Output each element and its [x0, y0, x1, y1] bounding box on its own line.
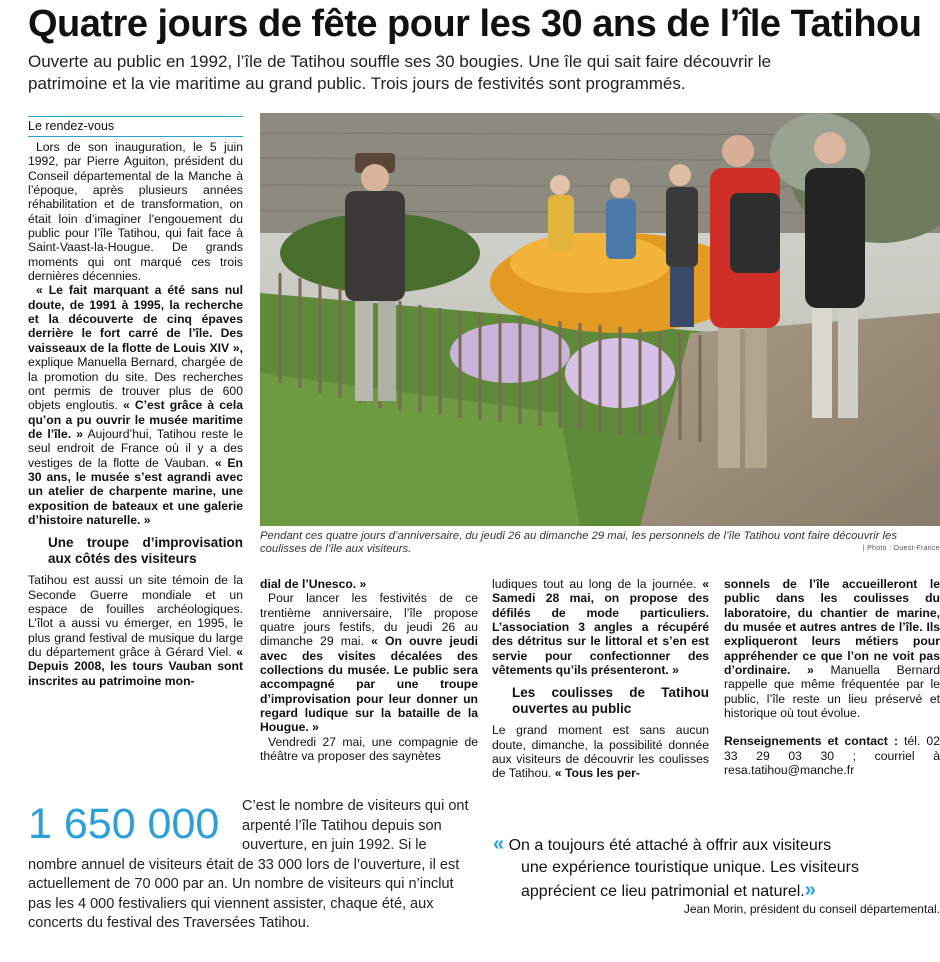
quote-open-mark: « — [493, 833, 505, 855]
quote-close-mark: » — [804, 879, 816, 901]
photo-credit: | Photo : Ouest-France — [862, 545, 940, 552]
chapo: Ouverte au public en 1992, l’île de Tatihou souffle ses 30 bougies. Une île qui sait faire découvrir le patrimoine et la vie maritime au grand public. Trois jours de festivités sont programmés. — [28, 52, 772, 93]
section-label: Le rendez-vous — [28, 116, 243, 137]
subhead-coulisses: Les coulisses de Tatihou ouvertes au public — [512, 685, 709, 717]
column-1 — [28, 140, 243, 688]
col4-paragraph-1: sonnels de l’île accueilleront le public dans les coulisses du laboratoire, du chantier de marine, du musée et autres antres de l’île. Ils expliqueront leurs métiers pour appréhender ce que l’on ne voit pas d’ordinaire. » Manuella Bernard rappelle que même fréquentée par le public, l’île reste un lieu préservé et historique où tout évolue. — [724, 577, 940, 721]
pull-quote — [493, 833, 940, 903]
col2-paragraph-1: dial de l’Unesco. » — [260, 577, 367, 591]
quote-line-1: On a toujours été attaché à offrir aux visiteurs — [508, 837, 832, 854]
col3-paragraph-2: Le grand moment est sans aucun doute, dimanche, la possibilité donnée aux visiteurs de découvrir les coulisses de Tatihou. « Tous les per- — [492, 723, 709, 781]
article-photo — [260, 113, 940, 526]
column-3 — [492, 577, 709, 781]
col3-paragraph-1: ludiques tout au long de la journée. « Samedi 28 mai, on propose des défilés de mode particuliers. L’association 3 angles a récupéré des détritus sur le littoral et s’en est servie pour confectionner des vêtements qu’ils présenteront. » — [492, 577, 709, 678]
visitor-count-text: C’est le nombre de visiteurs qui ont arpenté l’île Tatihou depuis son ouverture, en juin 1992. Si le nombre annuel de visiteurs était de 33 000 lors de l’ouverture, il est actuellement de 70 000 par an. Un nombre de visiteurs qui n’inclut pas les 4 000 festivaliers qui viennent assister, chaque été, aux concerts du festival des Traversées Tatihou. — [28, 798, 469, 931]
photo-caption: Pendant ces quatre jours d’anniversaire, du jeudi 26 au dimanche 29 mai, les personnels de l’île Tatihou vont faire découvrir les coulisses de l’île aux visiteurs. — [260, 530, 897, 555]
quote-line-3: apprécient ce lieu patrimonial et naturel. — [521, 883, 805, 900]
visitor-count-number: 1 650 000 — [28, 800, 220, 848]
col2-paragraph-3: Vendredi 27 mai, une compagnie de théâtre va proposer des saynètes — [260, 734, 478, 764]
column-4 — [724, 577, 940, 777]
col1-paragraph-2: « Le fait marquant a été sans nul doute, de 1991 à 1995, la recherche et la découverte de cinq épaves derrière le fort carré de l’île. Des vaisseaux de la flotte de Louis XIV », explique Manuella Bernard, chargée de la promotion du site. Des recherches ont permis de trouver plus de 600 objets engloutis. « C’est grâce à cela qu’on a pu ouvrir le musée maritime de l’île. » Aujourd’hui, Tatihou reste le seul endroit de France où il y a des vestiges de la flotte de Vauban. « En 30 ans, le musée s’est agrandi avec un atelier de charpente marine, une exposition de bateaux et une galerie d’histoire naturelle. » — [28, 283, 243, 527]
col1-paragraph-3: Tatihou est aussi un site témoin de la Seconde Guerre mondiale et un espace de fouilles archéologiques. L’îlot a aussi vu émerger, en 1995, le plus grand festival de musique du large du département grâce à Gérard Viel. « Depuis 2008, les tours Vauban sont inscrites au patrimoine mon- — [28, 573, 243, 688]
photo-illustration — [260, 113, 940, 526]
subhead-improvisation: Une troupe d’improvisation aux côtés des visiteurs — [48, 535, 243, 567]
col4-contact: Renseignements et contact : tél. 02 33 29 03 30 ; courriel à resa.tatihou@manche.fr — [724, 734, 940, 778]
number-spacer — [28, 797, 242, 855]
col1-paragraph-1: Lors de son inauguration, le 5 juin 1992, par Pierre Aguiton, président du Conseil départemental de la Manche à l’époque, après plusieurs années réhabilitation et de transformation, on était loin d’imaginer l’engouement du public pour l’île Tatihou, qui fait face à Saint-Vaast-la-Hougue. De grands moments qui ont marqué ces trois dernières décennies. — [28, 140, 243, 284]
headline: Quatre jours de fête pour les 30 ans de l’île Tatihou — [28, 3, 922, 45]
column-2 — [260, 577, 478, 763]
quote-line-2: une expérience touristique unique. Les visiteurs — [521, 859, 859, 876]
col2-paragraph-2: Pour lancer les festivités de ce trentième anniversaire, l’île propose quatre jours festifs, du jeudi 26 au dimanche 29 mai. « On ouvre jeudi avec des visites décalées des collections du musée. Le public sera accompagné par une troupe d’improvisation pour leur donner un regard ludique sur la bataille de la Hougue. » — [260, 591, 478, 735]
quote-author: Jean Morin, président du conseil départemental. — [683, 902, 940, 916]
